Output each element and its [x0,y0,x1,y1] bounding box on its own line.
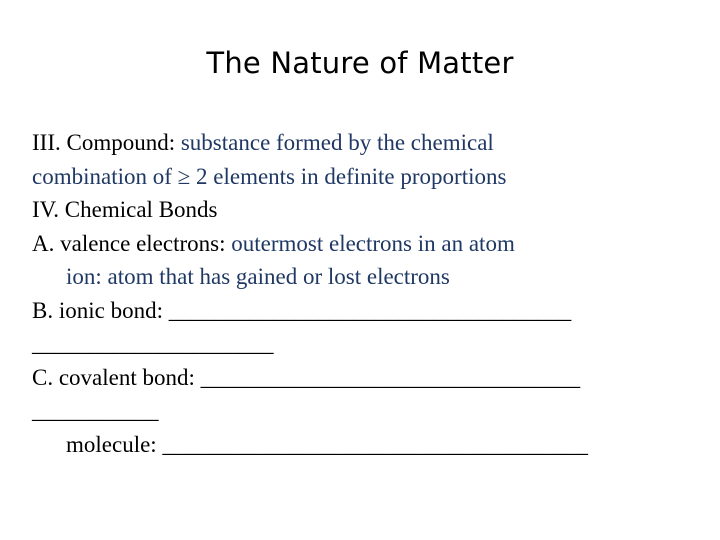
compound-line [32,126,702,160]
valence-definition: outermost electrons in an atom [231,230,515,256]
ionic-bond-blank-line [32,327,702,361]
covalent-bond-blank-line [32,394,702,428]
valence-label: A. valence electrons: [32,230,232,256]
covalent-bond-blank-continued: ___________ [32,398,159,423]
molecule-line [32,428,702,462]
compound-label: III. Compound: [32,130,181,155]
ionic-bond-label: B. ionic bond: [32,297,169,323]
valence-line [32,227,702,261]
ionic-bond-blank-continued: _____________________ [32,331,274,356]
ionic-bond-line [32,294,702,328]
slide-body [32,126,702,461]
compound-line-2 [32,160,702,194]
ionic-bond-blank: ___________________________________ [168,297,572,323]
ion-line [32,260,702,294]
chemical-bonds-heading: IV. Chemical Bonds [32,197,218,222]
ion-label: ion: [66,264,108,289]
covalent-bond-blank: _________________________________ [200,364,581,390]
slide-title: The Nature of Matter [206,46,514,80]
ion-definition: atom that has gained or lost electrons [107,264,450,289]
compound-definition-part1: substance formed by the chemical [180,130,494,155]
covalent-bond-label: C. covalent bond: [32,364,201,390]
compound-definition-part2: combination of ≥ 2 elements in definite proportions [32,163,507,189]
covalent-bond-line [32,361,702,395]
molecule-blank: _____________________________________ [162,431,588,457]
molecule-label: molecule: [66,431,163,457]
